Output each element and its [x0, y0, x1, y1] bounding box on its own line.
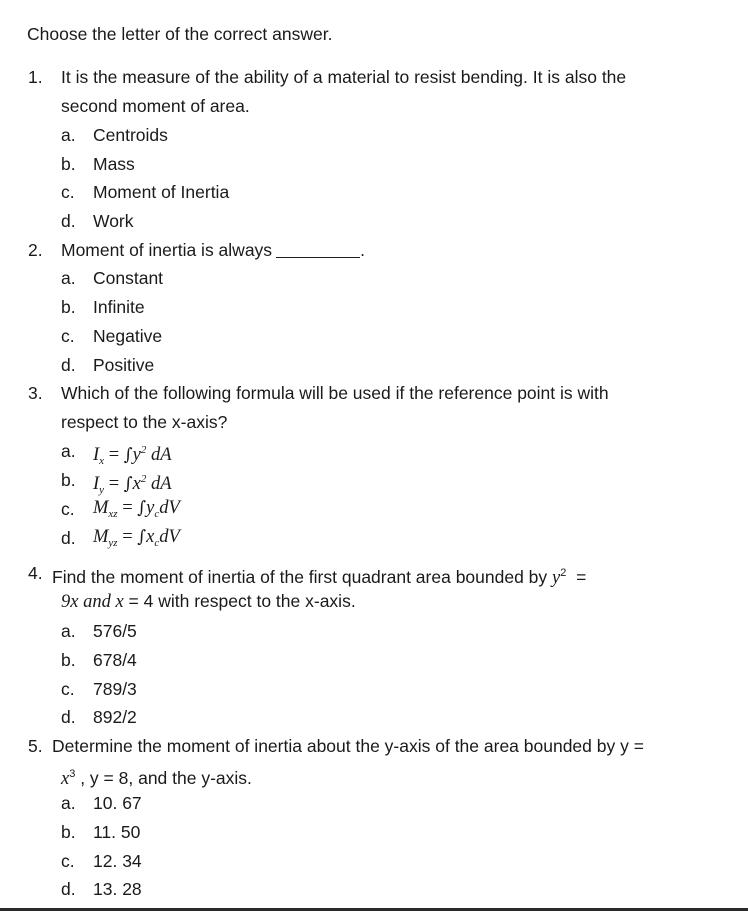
choice-letter: c. — [61, 679, 75, 699]
choice-letter: d. — [61, 211, 76, 231]
choice-text: Work — [93, 211, 134, 231]
choice-text: Constant — [93, 268, 164, 288]
choice-letter: c. — [61, 182, 75, 202]
choice-letter: c. — [61, 499, 75, 519]
question-text: It is the measure of the ability of a material to resist bending. It is also the — [61, 67, 627, 87]
choice-letter: a. — [61, 268, 76, 288]
choice-letter: a. — [61, 793, 76, 813]
choice-text: Infinite — [93, 297, 145, 317]
choice-letter: b. — [61, 154, 76, 174]
instructions: Choose the letter of the correct answer. — [27, 24, 333, 44]
choice-text: 13. 28 — [93, 879, 142, 899]
choice-letter: b. — [61, 470, 76, 490]
choice-text: Moment of Inertia — [93, 182, 230, 202]
question-number: 1. — [28, 67, 43, 87]
choice-text: 789/3 — [93, 679, 137, 699]
choice-letter: b. — [61, 650, 76, 670]
question-text-cont: $x^3$ , y = 8, and the y-axis. — [61, 768, 252, 789]
choice-text: 892/2 — [93, 707, 137, 727]
choice-letter: d. — [61, 355, 76, 375]
choice-letter: d. — [61, 879, 76, 899]
choice-letter: b. — [61, 297, 76, 317]
choice-text: Mass — [93, 154, 135, 174]
choice-text: 12. 34 — [93, 851, 142, 871]
choice-letter: a. — [61, 621, 76, 641]
formula-ix: $I_x = \int y^2$ dA — [93, 444, 172, 467]
choice-text: Positive — [93, 355, 155, 375]
question-text: Determine the moment of inertia about the y-axis of the area bounded by y = — [52, 736, 644, 756]
question-text-body: Moment of inertia is always — [61, 240, 273, 260]
answer-blank — [276, 241, 360, 258]
choice-letter: a. — [61, 125, 76, 145]
question-text-cont: 9x and x = 4 with respect to the x-axis. — [61, 591, 356, 612]
choice-text: 678/4 — [93, 650, 137, 670]
question-number: 5. — [28, 736, 43, 756]
choice-letter: d. — [61, 528, 76, 548]
question-text: Which of the following formula will be used if the reference point is with — [61, 383, 609, 403]
blank-end: . — [360, 240, 365, 260]
question-text-cont: respect to the x-axis? — [61, 412, 228, 432]
question-text: Find the moment of inertia of the first quadrant area bounded by $y^2$ = — [52, 567, 587, 588]
choice-text: 11. 50 — [93, 822, 141, 842]
choice-text: Centroids — [93, 125, 168, 145]
question-text-cont: second moment of area. — [61, 96, 250, 116]
formula-iy: $I_y = \int x^2$ dA — [93, 473, 172, 496]
choice-letter: c. — [61, 326, 75, 346]
choice-letter: a. — [61, 441, 76, 461]
formula-mxz: $M_{xz} = \int y_cdV$ — [93, 498, 180, 520]
choice-text: 10. 67 — [93, 793, 142, 813]
question-number: 4. — [28, 563, 43, 583]
choice-text: 576/5 — [93, 621, 137, 641]
choice-letter: d. — [61, 707, 76, 727]
question-text — [61, 239, 365, 261]
choice-letter: b. — [61, 822, 76, 842]
formula-myz: $M_{yz} = \int x_cdV$ — [93, 527, 180, 549]
bottom-divider — [0, 908, 748, 911]
question-number: 2. — [28, 240, 43, 260]
question-number: 3. — [28, 383, 43, 403]
choice-text: Negative — [93, 326, 163, 346]
choice-letter: c. — [61, 851, 75, 871]
